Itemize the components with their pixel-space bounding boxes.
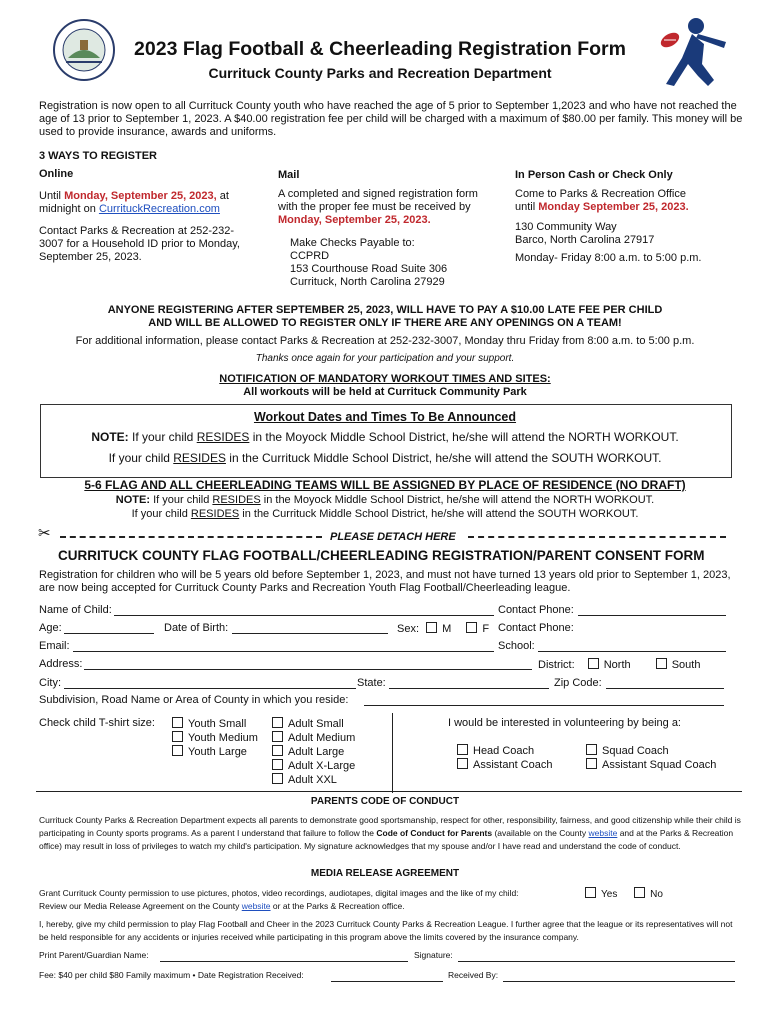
online-title: Online (39, 168, 74, 180)
subdivision-label: Subdivision, Road Name or Area of County in which you reside: (39, 694, 349, 706)
media-website-link[interactable]: website (241, 901, 271, 911)
county-seal (52, 18, 116, 82)
tshirt-label: Check child T-shirt size: (39, 717, 155, 729)
fee-label: Fee: $40 per child $80 Family maximum • Date Registration Received: (39, 970, 304, 980)
sex-group: Sex: M F (397, 623, 490, 635)
conduct-text: Currituck County Parks & Recreation Department expects all parents to demonstrate good sportsmanship, respect for other, responsibility, fairness, and good citizenship while their child is participating in County sports programs. As a parent I understand that failure to follow the Code of Conduct for Parents (available on the County website and at the Parks & Recreation office) may result in loss of privileges to watch my child's participation. My signature acknowledges that my spouse and/or I have read and understand the code of conduct. (39, 815, 741, 851)
assistant-coach-option[interactable]: Assistant Coach (457, 758, 552, 772)
detach-label: PLEASE DETACH HERE (330, 531, 456, 543)
workout-south-note: If your child RESIDES in the Currituck Middle School District, he/she will attend the SOUTH WORKOUT. (108, 451, 662, 465)
address-field[interactable] (84, 669, 532, 670)
thanks-note: Thanks once again for your participation and your support. (255, 353, 515, 364)
received-by-label: Received By: (448, 970, 499, 980)
date-received-field[interactable] (331, 981, 443, 982)
consent-text: I, hereby, give my child permission to play Flag Football and Cheer in the 2023 Currituck County Parks & Recreation League. I further agree that the league or its representatives will not be held responsible for any accidents or injuries received while participating in this program above the limits covered by the insurance company. (39, 919, 733, 942)
mail-address: Make Checks Payable to: CCPRD 153 Courthouse Road Suite 306 Currituck, North Carolina 27929 (290, 237, 448, 288)
district-group: District: North South (538, 659, 701, 671)
age-label: Age: (39, 622, 62, 634)
adult-sizes (272, 717, 355, 787)
subdivision-field[interactable] (364, 705, 724, 706)
contact-phone-label-1: Contact Phone: (498, 604, 574, 616)
signature-label: Signature: (414, 950, 453, 960)
print-name-label: Print Parent/Guardian Name: (39, 950, 149, 960)
form-intro: Registration for children who will be 5 years old before September 1, 2023, and must not have turned 13 years old prior to September 1, 2023, are now being accepted for Currituck County Parks and Recreation Youth Flag Football/Cheerleading league. (39, 569, 731, 594)
flag-north-note: NOTE: If your child RESIDES in the Moyock Middle School District, he/she will attend the NORTH WORKOUT. (115, 494, 655, 506)
page-title: 2023 Flag Football & Cheerleading Registration Form (134, 38, 626, 60)
online-deadline: Until Monday, September 25, 2023, at midnight on CurrituckRecreation.com (39, 190, 229, 215)
district-north-checkbox[interactable] (588, 658, 599, 669)
workout-notice: NOTIFICATION OF MANDATORY WORKOUT TIMES AND SITES: (219, 373, 551, 385)
media-yes-checkbox[interactable] (585, 887, 596, 898)
youth-sizes (172, 717, 258, 759)
media-heading: MEDIA RELEASE AGREEMENT (310, 868, 460, 879)
contact-phone-field-1[interactable] (578, 615, 726, 616)
form-title: CURRITUCK COUNTY FLAG FOOTBALL/CHEERLEADING REGISTRATION/PARENT CONSENT FORM (58, 548, 705, 563)
child-name-label: Name of Child: (39, 604, 112, 616)
online-contact: Contact Parks & Recreation at 252-232-3007 for a Household ID prior to Monday, September 25, 2023. (39, 225, 240, 263)
print-name-field[interactable] (160, 961, 408, 962)
school-field[interactable] (538, 651, 726, 652)
mail-text: A completed and signed registration form with the proper fee must be received by Monday, September 25, 2023. (278, 188, 478, 226)
zip-field[interactable] (606, 688, 724, 689)
sex-m-checkbox[interactable] (426, 622, 437, 633)
assistant-squad-coach-option[interactable]: Assistant Squad Coach (586, 758, 716, 772)
youth-large-option[interactable]: Youth Large (172, 745, 258, 759)
in-person-hours: Monday- Friday 8:00 a.m. to 5:00 p.m. (515, 252, 702, 264)
sex-f-checkbox[interactable] (466, 622, 477, 633)
head-coach-option[interactable]: Head Coach (457, 744, 552, 758)
detach-dashes-left (60, 536, 322, 538)
contact-phone-label-2: Contact Phone: (498, 622, 574, 634)
media-consent-options: Yes No (585, 887, 663, 901)
workout-north-note: NOTE: If your child RESIDES in the Moyock Middle School District, he/she will attend the NORTH WORKOUT. (91, 430, 679, 444)
workout-box-title: Workout Dates and Times To Be Announced (253, 410, 517, 424)
conduct-website-link[interactable]: website (588, 828, 618, 838)
zip-label: Zip Code: (554, 677, 602, 689)
online-link[interactable]: CurrituckRecreation.com (98, 203, 220, 215)
youth-small-option[interactable]: Youth Small (172, 717, 258, 731)
volunteer-label: I would be interested in volunteering by being a: (448, 717, 681, 729)
adult-xxl-option[interactable]: Adult XXL (272, 773, 355, 787)
received-by-field[interactable] (503, 981, 735, 982)
signature-field[interactable] (458, 961, 735, 962)
email-label: Email: (39, 640, 70, 652)
page-subtitle: Currituck County Parks and Recreation Department (208, 65, 552, 81)
volunteer-divider (392, 713, 393, 793)
address-label: Address: (39, 658, 83, 670)
volunteer-options-right (586, 744, 716, 772)
additional-info: For additional information, please contact Parks & Recreation at 252-232-3007, Monday thru Friday from 8:00 a.m. to 5:00 p.m. (75, 335, 695, 347)
media-text: Grant Currituck County permission to use pictures, photos, video recordings, audiotapes, digital images and the like of my child: Review our Media Release Agreement on the County website or at the Parks & Recreation office. (39, 888, 519, 911)
district-south-checkbox[interactable] (656, 658, 667, 669)
city-field[interactable] (64, 688, 356, 689)
email-field[interactable] (73, 651, 494, 652)
flag-south-note: If your child RESIDES in the Currituck Middle School District, he/she will attend the SOUTH WORKOUT. (131, 508, 639, 520)
school-label: School: (498, 640, 535, 652)
media-no-checkbox[interactable] (634, 887, 645, 898)
dob-label: Date of Birth: (164, 622, 229, 634)
dob-field[interactable] (232, 633, 388, 634)
late-fee-line2: AND WILL BE ALLOWED TO REGISTER ONLY IF THERE ARE ANY OPENINGS ON A TEAM! (148, 317, 622, 329)
city-label: City: (39, 677, 61, 689)
adult-large-option[interactable]: Adult Large (272, 745, 355, 759)
child-name-field[interactable] (114, 615, 494, 616)
youth-medium-option[interactable]: Youth Medium (172, 731, 258, 745)
state-field[interactable] (389, 688, 549, 689)
adult-xlarge-option[interactable]: Adult X-Large (272, 759, 355, 773)
late-fee-line1: ANYONE REGISTERING AFTER SEPTEMBER 25, 2023, WILL HAVE TO PAY A $10.00 LATE FEE PER CHILD (107, 304, 663, 316)
adult-medium-option[interactable]: Adult Medium (272, 731, 355, 745)
squad-coach-option[interactable]: Squad Coach (586, 744, 716, 758)
detach-dashes-right (468, 536, 726, 538)
state-label: State: (357, 677, 386, 689)
scissors-icon: ✂ (38, 525, 51, 542)
flag-heading: 5-6 FLAG AND ALL CHEERLEADING TEAMS WILL BE ASSIGNED BY PLACE OF RESIDENCE (NO DRAFT) (84, 478, 686, 492)
mail-title: Mail (278, 169, 300, 181)
intro-paragraph: Registration is now open to all Currituck County youth who have reached the age of 5 prior to September 1,2023 and who have not reached the age of 13 prior to September 1, 2023. A $40.00 registration fee per child will be charged with a maximum of $80.00 per family. This money will be used to provide insurance, awards and uniforms. (39, 100, 743, 138)
in-person-text: Come to Parks & Recreation Office until Monday September 25, 2023. (515, 188, 689, 213)
conduct-top-border (36, 791, 742, 792)
in-person-address: 130 Community Way Barco, North Carolina 27917 (515, 221, 655, 246)
adult-small-option[interactable]: Adult Small (272, 717, 355, 731)
age-field[interactable] (64, 633, 154, 634)
football-player-logo (652, 14, 732, 90)
volunteer-options-left (457, 744, 552, 772)
conduct-heading: PARENTS CODE OF CONDUCT (310, 796, 460, 807)
workout-location: All workouts will be held at Currituck Community Park (243, 386, 527, 398)
in-person-title: In Person Cash or Check Only (515, 169, 673, 181)
ways-heading: 3 WAYS TO REGISTER (39, 150, 157, 162)
